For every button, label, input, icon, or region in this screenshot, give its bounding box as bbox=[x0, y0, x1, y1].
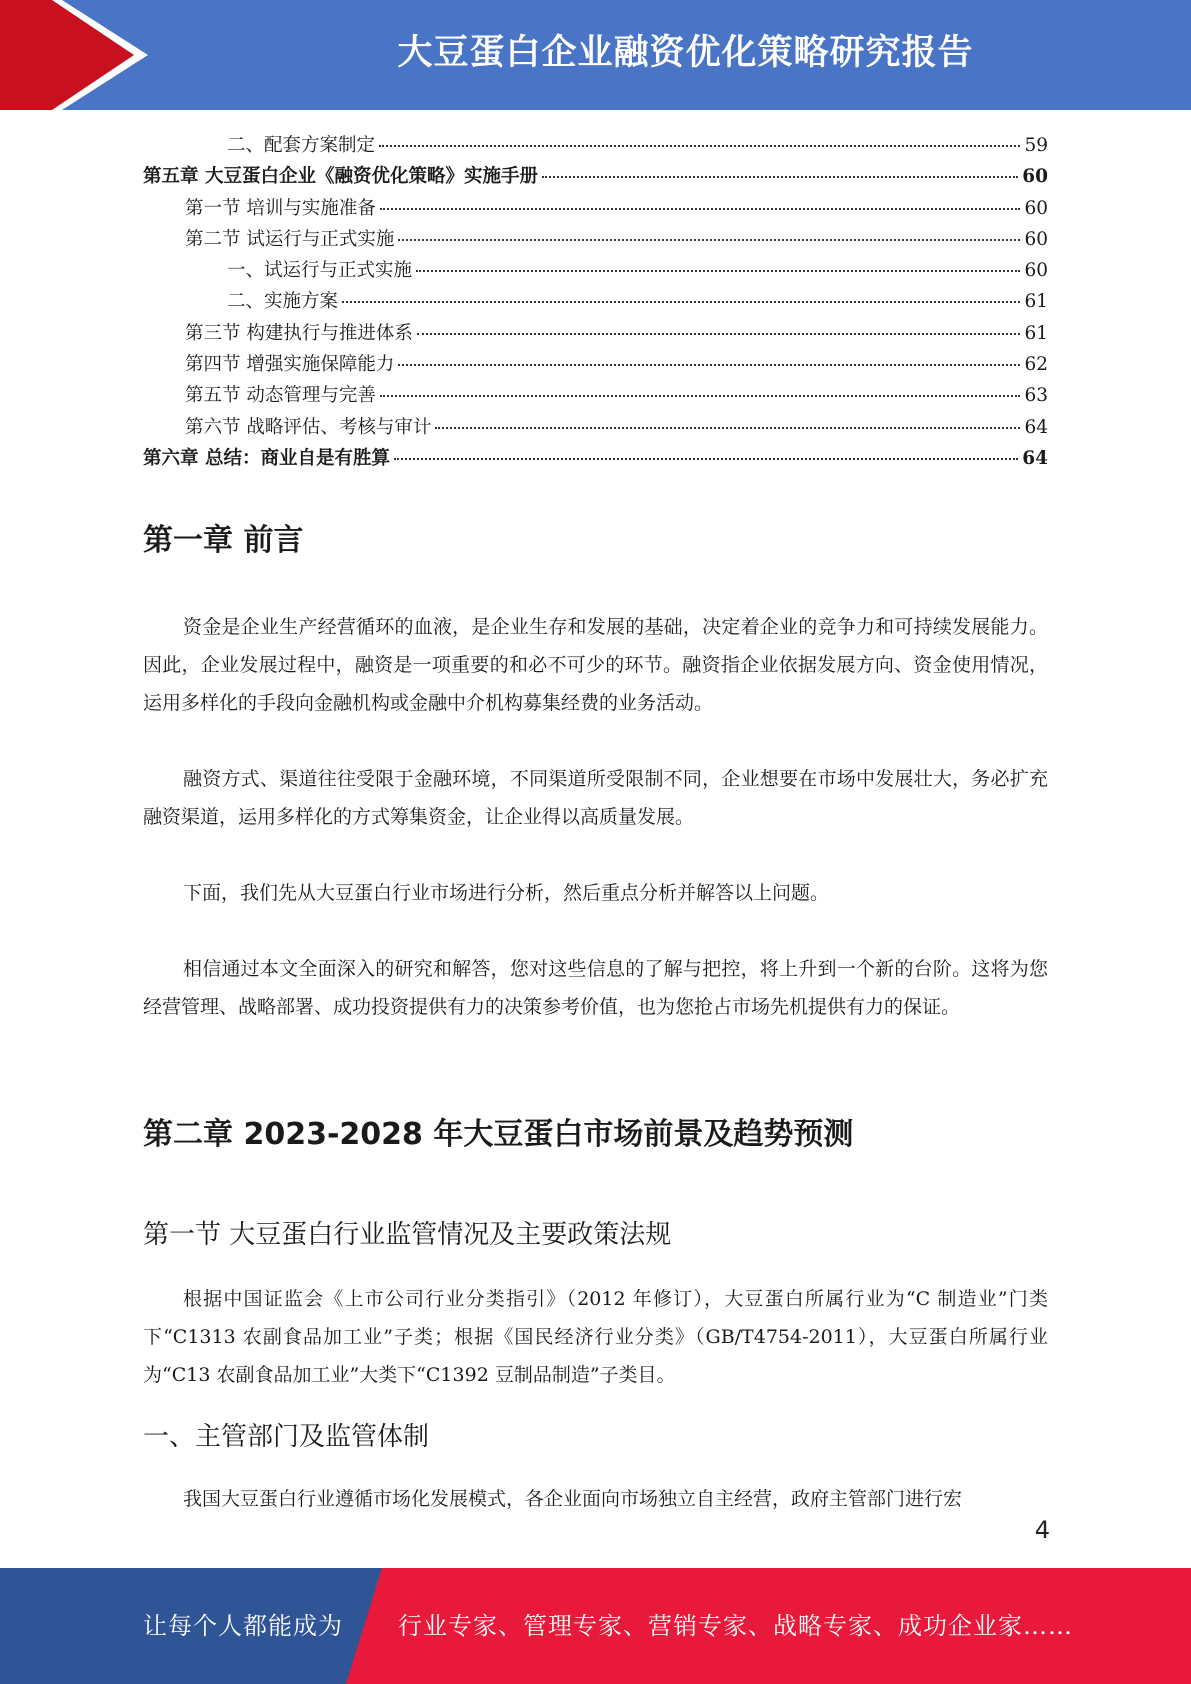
toc-entry-page: 64 bbox=[1022, 447, 1048, 469]
toc-dot-leader bbox=[394, 458, 1018, 460]
toc-entry[interactable] bbox=[143, 162, 1048, 193]
toc-entry-title: 一、试运行与正式实施 bbox=[227, 260, 413, 282]
chapter-1-paragraph-4: 相信通过本文全面深入的研究和解答，您对这些信息的了解与把控，将上升到一个新的台阶。这将为您经营管理、战略部署、成功投资提供有力的决策参考价值，也为您抢占市场先机提供有力的保证。 bbox=[143, 958, 1048, 1018]
toc-entry-title: 二、配套方案制定 bbox=[227, 135, 376, 156]
footer-slogan-left: 让每个人都能成为 bbox=[143, 1612, 343, 1640]
toc-entry[interactable] bbox=[143, 319, 1048, 350]
toc-entry-title: 第一节 培训与实施准备 bbox=[185, 197, 376, 219]
toc-dot-leader bbox=[416, 270, 1020, 272]
toc-entry[interactable] bbox=[143, 225, 1048, 256]
toc-dot-leader bbox=[380, 208, 1021, 210]
toc-entry-page: 61 bbox=[1024, 322, 1048, 344]
chapter-1-paragraph-3: 下面，我们先从大豆蛋白行业市场进行分析，然后重点分析并解答以上问题。 bbox=[183, 882, 830, 904]
toc-dot-leader bbox=[435, 427, 1020, 429]
document-title: 大豆蛋白企业融资优化策略研究报告 bbox=[397, 33, 974, 73]
toc-entry-title: 第五章 大豆蛋白企业《融资优化策略》实施手册 bbox=[143, 166, 538, 188]
subsection-1-paragraph: 我国大豆蛋白行业遵循市场化发展模式，各企业面向市场独立自主经营，政府主管部门进行宏 bbox=[183, 1488, 963, 1510]
toc-dot-leader bbox=[380, 395, 1021, 397]
toc-entry-page: 60 bbox=[1024, 228, 1048, 250]
toc-entry-title: 第二节 试运行与正式实施 bbox=[185, 228, 395, 250]
toc-entry[interactable] bbox=[143, 194, 1048, 225]
toc-entry-title: 二、实施方案 bbox=[227, 291, 339, 313]
toc-dot-leader bbox=[398, 239, 1020, 241]
toc-entry[interactable] bbox=[143, 287, 1048, 318]
toc-entry[interactable] bbox=[143, 350, 1048, 381]
toc-entry[interactable] bbox=[143, 256, 1048, 287]
toc-dot-leader bbox=[542, 176, 1018, 178]
table-of-contents bbox=[143, 131, 1048, 475]
toc-entry[interactable] bbox=[143, 131, 1048, 162]
toc-entry-page: 60 bbox=[1022, 166, 1048, 188]
toc-dot-leader bbox=[379, 145, 1020, 147]
toc-entry-page: 61 bbox=[1024, 291, 1048, 313]
toc-entry[interactable] bbox=[143, 444, 1048, 475]
toc-entry-page: 60 bbox=[1024, 197, 1048, 219]
toc-entry-title: 第六章 总结：商业自是有胜算 bbox=[143, 447, 390, 469]
toc-entry-page: 63 bbox=[1024, 385, 1048, 407]
toc-entry-title: 第五节 动态管理与完善 bbox=[185, 385, 376, 407]
toc-entry[interactable] bbox=[143, 413, 1048, 444]
toc-entry-page: 64 bbox=[1024, 416, 1048, 438]
page-number: 4 bbox=[1034, 1516, 1050, 1544]
toc-dot-leader bbox=[417, 333, 1021, 335]
chapter-2-heading: 第二章 2023-2028 年大豆蛋白市场前景及趋势预测 bbox=[143, 1117, 854, 1152]
section-1-paragraph: 根据中国证监会《上市公司行业分类指引》（2012 年修订），大豆蛋白所属行业为“C 制造业”门类下“C1313 农副食品加工业”子类；根据《国民经济行业分类》（GB/T4754-2011），大豆蛋白所属行业为“C13 农副食品加工业”大类下“C1392 豆制品制造”子类目。 bbox=[143, 1288, 1048, 1386]
chapter-1-heading: 第一章 前言 bbox=[143, 523, 304, 558]
chapter-1-paragraph-1: 资金是企业生产经营循环的血液，是企业生存和发展的基础，决定着企业的竞争力和可持续发展能力。因此，企业发展过程中，融资是一项重要的和必不可少的环节。融资指企业依据发展方向、资金使用情况，运用多样化的手段向金融机构或金融中介机构募集经费的业务活动。 bbox=[143, 616, 1048, 714]
toc-entry-page: 59 bbox=[1024, 135, 1048, 156]
toc-entry-title: 第三节 构建执行与推进体系 bbox=[185, 322, 413, 344]
toc-entry-title: 第四节 增强实施保障能力 bbox=[185, 354, 395, 376]
footer-slogan-right: 行业专家、管理专家、营销专家、战略专家、成功企业家…… bbox=[398, 1612, 1073, 1640]
subsection-1-heading: 一、主管部门及监管体制 bbox=[143, 1422, 430, 1452]
page-footer bbox=[0, 1568, 1191, 1684]
toc-entry-page: 60 bbox=[1024, 260, 1048, 282]
chevron-decoration-icon bbox=[0, 0, 160, 110]
chapter-1-paragraph-2: 融资方式、渠道往往受限于金融环境，不同渠道所受限制不同，企业想要在市场中发展壮大，务必扩充融资渠道，运用多样化的方式筹集资金，让企业得以高质量发展。 bbox=[143, 768, 1048, 828]
toc-dot-leader bbox=[342, 301, 1020, 303]
toc-entry-title: 第六节 战略评估、考核与审计 bbox=[185, 416, 432, 438]
toc-dot-leader bbox=[398, 364, 1020, 366]
section-1-heading: 第一节 大豆蛋白行业监管情况及主要政策法规 bbox=[143, 1220, 672, 1250]
toc-entry[interactable] bbox=[143, 381, 1048, 412]
toc-entry-page: 62 bbox=[1024, 354, 1048, 376]
page-header bbox=[0, 0, 1191, 110]
